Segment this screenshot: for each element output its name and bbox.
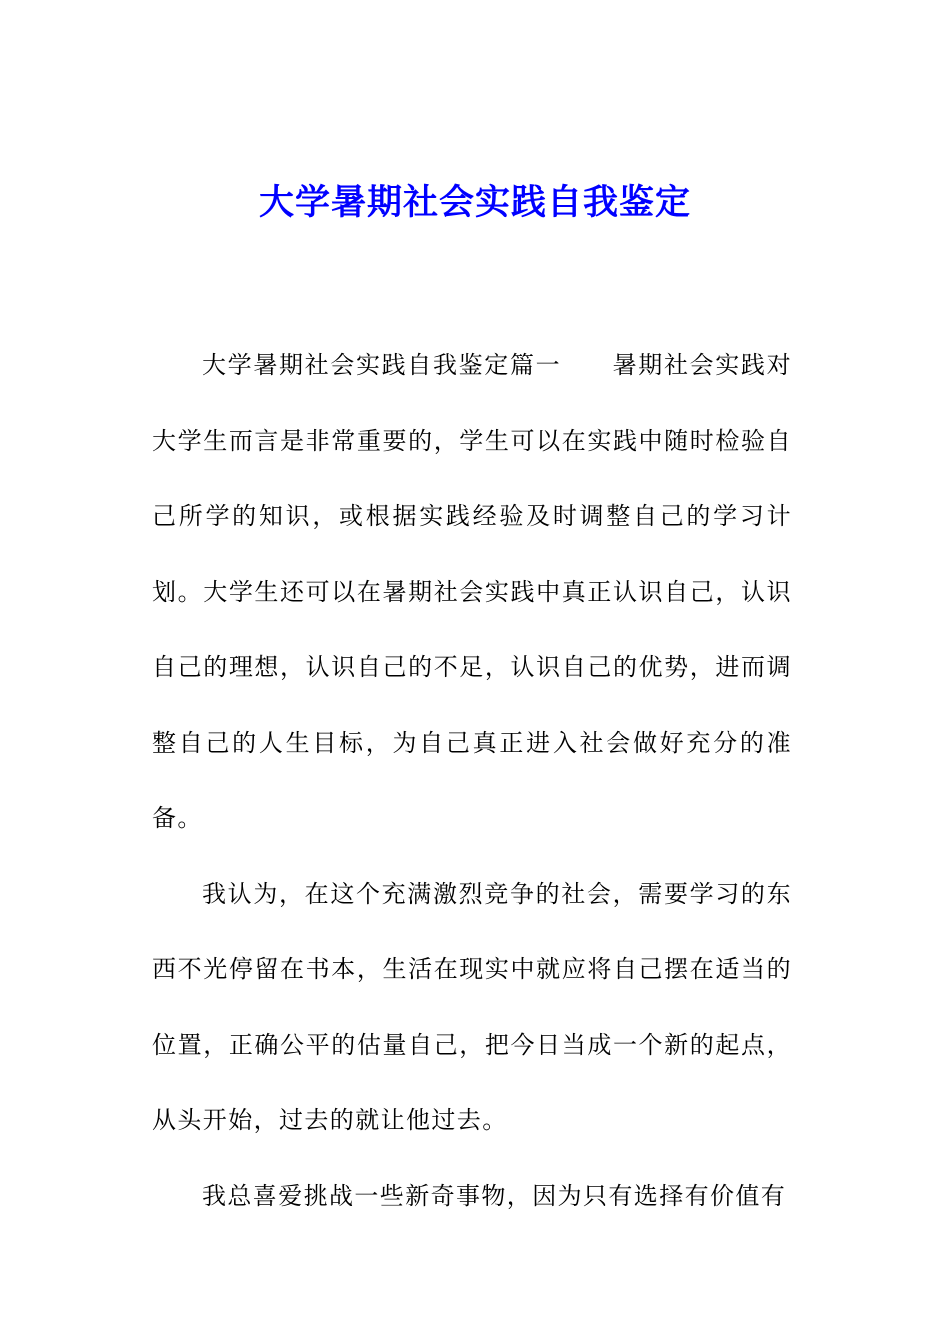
paragraph-3: 我总喜爱挑战一些新奇事物，因为只有选择有价值有 [202,1181,787,1210]
paragraph-1: 大学暑期社会实践自我鉴定篇一 暑期社会实践对大学生而言是非常重要的，学生可以在实践中随时检验自己所学的知识，或根据实践经验及时调整自己的学习计划。大学生还可以在暑期社会实践中真正认识自己，认识自己的理想，认识自己的不足，认识自己的优势，进而调整自己的人生目标，为自己真正进入社会做好充分的准备。 [152,351,792,832]
document-title: 大学暑期社会实践自我鉴定 [258,182,691,223]
paragraph-2: 我认为，在这个充满激烈竞争的社会，需要学习的东西不光停留在书本，生活在现实中就应将自己摆在适当的位置，正确公平的估量自己，把今日当成一个新的起点，从头开始，过去的就让他过去。 [152,879,792,1134]
document-body [152,328,792,1234]
